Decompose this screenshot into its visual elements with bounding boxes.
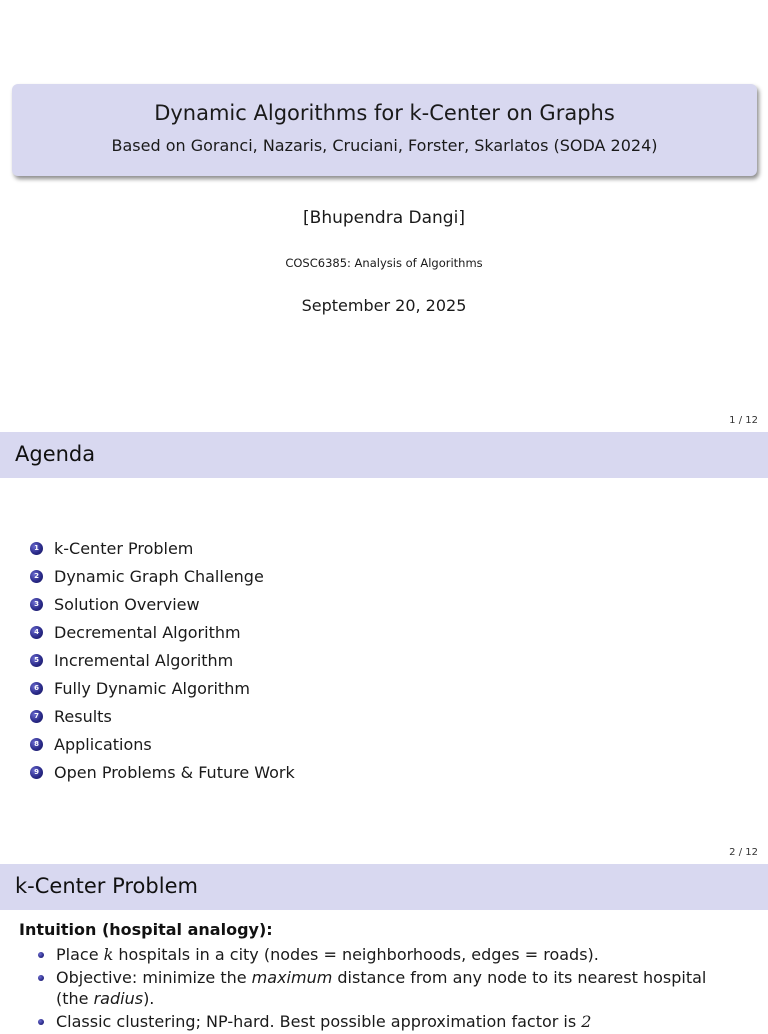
- bullet-item: [38, 967, 738, 1009]
- frame-title: Agenda: [15, 442, 96, 466]
- agenda-item: [30, 730, 295, 758]
- agenda-item-label: Fully Dynamic Algorithm: [54, 678, 250, 698]
- bullet-icon: [38, 1019, 44, 1025]
- block-heading: Intuition (hospital analogy):: [19, 920, 273, 939]
- bullet-icon: [38, 975, 44, 981]
- agenda-item-label: Decremental Algorithm: [54, 622, 241, 642]
- number-ball-icon: 9: [30, 766, 43, 779]
- agenda-item-label: Dynamic Graph Challenge: [54, 566, 264, 586]
- agenda-item: [30, 758, 295, 786]
- math-k: k: [103, 945, 114, 964]
- title-block: [12, 84, 757, 176]
- agenda-item: [30, 646, 295, 674]
- bullet-icon: [38, 952, 44, 958]
- bullet-text: Classic clustering; NP-hard. Best possible approximation factor is: [56, 1012, 582, 1031]
- bullet-list: [38, 944, 738, 1034]
- frame-title-bar-agenda: [0, 432, 768, 478]
- number-ball-icon: 7: [30, 710, 43, 723]
- bullet-text: ).: [143, 989, 155, 1008]
- agenda-item: [30, 534, 295, 562]
- bullet-text: Objective: minimize the: [56, 968, 252, 987]
- agenda-item-label: Solution Overview: [54, 594, 200, 614]
- number-ball-icon: 3: [30, 598, 43, 611]
- presentation-subtitle: Based on Goranci, Nazaris, Cruciani, Forster, Skarlatos (SODA 2024): [111, 136, 658, 155]
- number-ball-icon: 5: [30, 654, 43, 667]
- agenda-item-label: Results: [54, 706, 112, 726]
- agenda-item-label: Incremental Algorithm: [54, 650, 234, 670]
- date: September 20, 2025: [301, 296, 467, 315]
- frame-title: k-Center Problem: [15, 874, 198, 898]
- page-number-1: 1 / 12: [729, 415, 758, 426]
- author: [Bhupendra Dangi]: [303, 208, 465, 228]
- agenda-item: [30, 702, 295, 730]
- bullet-text: Place: [56, 945, 104, 964]
- bullet-item: [38, 944, 738, 965]
- emphasis: radius: [93, 989, 144, 1008]
- bullet-text: distance from any node to its nearest hospital (the: [56, 968, 707, 1008]
- number-ball-icon: 1: [30, 542, 43, 555]
- institute: COSC6385: Analysis of Algorithms: [285, 256, 483, 270]
- presentation-title: Dynamic Algorithms for k-Center on Graphs: [154, 101, 615, 125]
- bullet-text: hospitals in a city (nodes = neighborhoods, edges = roads).: [113, 945, 599, 964]
- agenda-item-label: Open Problems & Future Work: [54, 762, 295, 782]
- agenda-item-label: k-Center Problem: [54, 538, 194, 558]
- number-ball-icon: 6: [30, 682, 43, 695]
- agenda-list: [30, 534, 295, 786]
- number-ball-icon: 8: [30, 738, 43, 751]
- agenda-item: [30, 590, 295, 618]
- math-value: 2: [581, 1012, 592, 1031]
- number-ball-icon: 4: [30, 626, 43, 639]
- bullet-item: [38, 1011, 738, 1032]
- agenda-item: [30, 562, 295, 590]
- agenda-item-label: Applications: [54, 734, 152, 754]
- agenda-item: [30, 618, 295, 646]
- page-number-2: 2 / 12: [729, 847, 758, 858]
- frame-title-bar-kcenter: [0, 864, 768, 910]
- number-ball-icon: 2: [30, 570, 43, 583]
- emphasis: maximum: [251, 968, 333, 987]
- agenda-item: [30, 674, 295, 702]
